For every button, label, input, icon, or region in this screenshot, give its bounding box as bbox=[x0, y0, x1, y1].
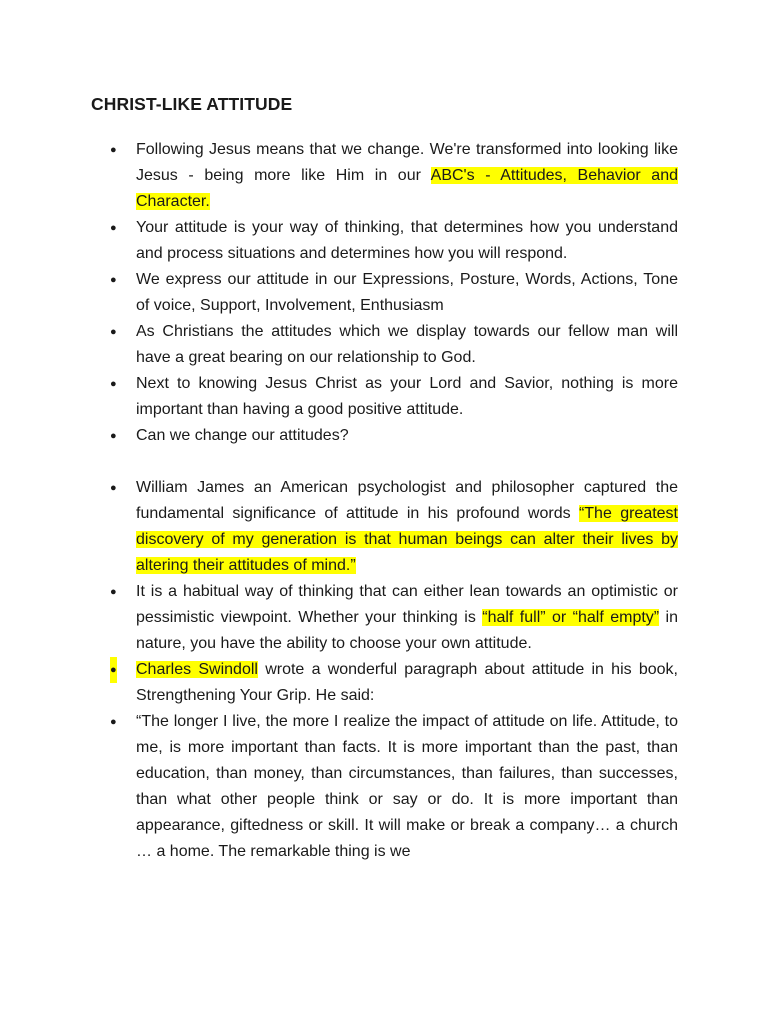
list-item bbox=[104, 657, 678, 709]
list-item bbox=[104, 215, 678, 267]
bullet-icon: ● bbox=[110, 144, 117, 156]
bullet-icon: ● bbox=[110, 222, 117, 234]
bullet-icon: ● bbox=[110, 326, 117, 338]
list-item bbox=[104, 137, 678, 215]
bullet-icon: ● bbox=[110, 482, 117, 494]
bullet-icon: ● bbox=[110, 378, 117, 390]
list-item bbox=[104, 579, 678, 657]
bullet-icon: ● bbox=[110, 430, 117, 442]
bullet-text: William James an American psychologist and philosopher captured the fundamental significance of attitude in his profound words bbox=[136, 479, 678, 522]
bullet-list bbox=[104, 137, 678, 865]
highlighted-text: “The greatest discovery of my generation is that human beings can alter their lives by altering their attitudes of mind.” bbox=[136, 505, 679, 574]
bullet-icon: ● bbox=[110, 586, 117, 598]
list-item bbox=[104, 475, 678, 579]
list-item bbox=[104, 371, 678, 423]
list-item bbox=[104, 709, 678, 865]
bullet-text: Can we change our attitudes? bbox=[136, 427, 349, 444]
bullet-text: wrote a wonderful paragraph about attitude in his book, Strengthening Your Grip. He said: bbox=[136, 661, 679, 704]
list-item bbox=[104, 267, 678, 319]
bullet-text: Your attitude is your way of thinking, that determines how you understand and process situations and determines how you will respond. bbox=[136, 219, 678, 262]
bullet-text: As Christians the attitudes which we display towards our fellow man will have a great bearing on our relationship to God. bbox=[136, 323, 678, 366]
bullet-text: It is a habitual way of thinking that can either lean towards an optimistic or pessimistic viewpoint. Whether your thinking is bbox=[136, 583, 678, 626]
bullet-text: “The longer I live, the more I realize the impact of attitude on life. Attitude, to me, is more important than facts. It is more important than the past, than education, than money, than circumstances, than failures, than successes, than what other people think or say or do. It is more important than appearance, giftedness or skill. It will make or break a company… a church … a home. The remarkable thing is we bbox=[136, 713, 678, 860]
list-item bbox=[104, 423, 678, 449]
highlighted-text: Charles Swindoll bbox=[136, 661, 258, 678]
bullet-icon: ● bbox=[110, 274, 117, 286]
bullet-text: Next to knowing Jesus Christ as your Lord and Savior, nothing is more important than having a good positive attitude. bbox=[136, 375, 678, 418]
bullet-text: in nature, you have the ability to choose your own attitude. bbox=[136, 609, 679, 652]
bullet-text: We express our attitude in our Expressions, Posture, Words, Actions, Tone of voice, Support, Involvement, Enthusiasm bbox=[136, 271, 678, 314]
page-title: CHRIST-LIKE ATTITUDE bbox=[91, 94, 293, 114]
bullet-text: Following Jesus means that we change. We're transformed into looking like Jesus - being more like Him in our bbox=[136, 141, 678, 184]
highlighted-text: “half full” or “half empty” bbox=[482, 609, 660, 626]
blank-line bbox=[104, 449, 678, 475]
highlighted-text: ABC's - Attitudes, Behavior and Character. bbox=[136, 167, 678, 210]
bullet-icon: ● bbox=[110, 657, 117, 683]
list-item bbox=[104, 319, 678, 371]
bullet-icon: ● bbox=[110, 716, 117, 728]
